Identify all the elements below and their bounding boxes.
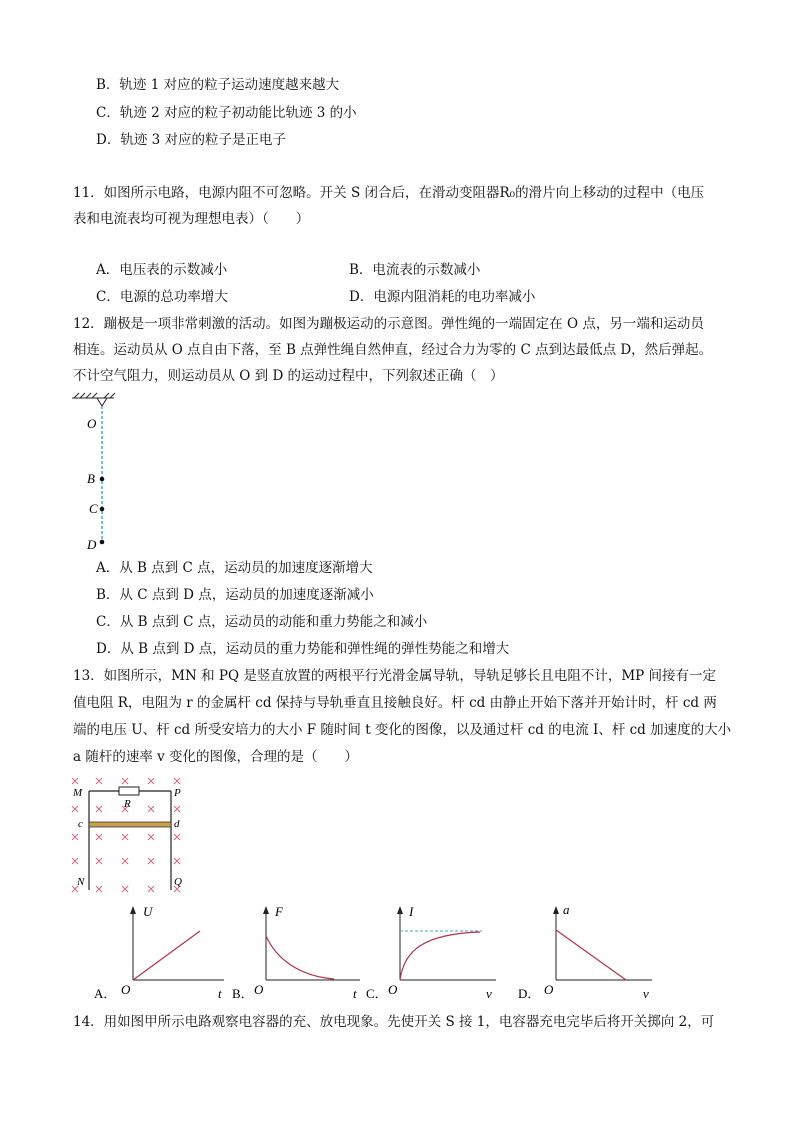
label-d: d [174,818,180,830]
label-r: R [124,798,131,810]
graph-c-xlabel: v [486,986,492,1001]
label-d: D [87,537,97,552]
label-b: B [87,471,95,486]
q11-stem-line1: 11．如图所示电路，电源内阻不可忽略。开关 S 闭合后，在滑动变阻器R₀的滑片向上移动的过程中（电压 [73,185,705,201]
q11-option-d: D．电源内阻消耗的电功率减小 [349,289,536,305]
graph-d-curve [556,930,626,980]
q12-option-b: B．从 C 点到 D 点，运动员的加速度逐渐减小 [96,587,374,603]
bungee-diagram [70,392,130,554]
rail-circuit-diagram [68,774,192,898]
q11-option-a: A．电压表的示数减小 [96,262,228,278]
label-m: M [73,787,83,799]
point-c-dot [100,507,105,512]
graph-d [512,898,662,1004]
graph-b-xlabel: t [353,986,357,1001]
graph-d-ylabel: a [563,902,570,917]
q13-stem-line3: 端的电压 U、杆 cd 所受安培力的大小 F 随时间 t 变化的图像，以及通过杆 cd 的电流 I、杆 cd 加速度的大小 [73,722,732,738]
q13-stem-line1: 13．如图所示，MN 和 PQ 是竖直放置的两根平行光滑金属导轨，导轨足够长且电阻不计，MP 间接有一定 [73,668,717,684]
point-b-dot [100,477,105,482]
q11-option-c: C．电源的总功率增大 [96,289,228,305]
graph-a-curve [133,931,200,980]
graph-c-origin: O [388,982,398,997]
graph-a-origin: O [121,982,131,997]
label-p: P [174,787,181,799]
anchor-triangle [97,398,107,406]
q13-stem-line2: 值电阻 R，电阻为 r 的金属杆 cd 保持与导轨垂直且接触良好。杆 cd 由静止开始下落并开始计时，杆 cd 两 [73,695,717,711]
option-c-letter: C． [366,986,388,1001]
graph-c-curve [400,932,480,980]
graph-b-origin: O [254,982,264,997]
graph-b [228,898,378,1004]
q10-option-b: B．轨迹 1 对应的粒子运动速度越来越大 [96,77,340,93]
point-d-dot [100,540,105,545]
label-n: N [77,876,85,888]
q11-option-b: B．电流表的示数减小 [349,262,481,278]
q14-stem-line1: 14．用如图甲所示电路观察电容器的充、放电现象。先使开关 S 接 1，电容器充电完毕后将开关掷向 2，可 [73,1014,715,1030]
y-axis-arrow [130,906,136,914]
label-c: C [89,501,98,516]
graph-b-curve [266,936,334,979]
q10-option-c: C．轨迹 2 对应的粒子初动能比轨迹 3 的小 [96,105,357,121]
label-q: Q [174,876,182,888]
q12-option-c: C．从 B 点到 C 点，运动员的动能和重力势能之和减小 [96,614,428,630]
graph-c-ylabel: I [409,904,414,919]
resistor-r [119,787,139,795]
graph-a-xlabel: t [218,986,222,1001]
q12-stem-line2: 相连。运动员从 O 点自由下落，至 B 点弹性绳自然伸直，经过合力为零的 C 点到达最低点 D，然后弹起。 [73,342,713,358]
y-axis-arrow [553,906,559,914]
q12-option-a: A．从 B 点到 C 点，运动员的加速度逐渐增大 [96,560,373,576]
graph-a-ylabel: U [143,904,153,919]
graph-c [362,898,512,1004]
graph-d-xlabel: v [643,986,649,1001]
label-c: c [78,818,83,830]
q11-stem-line2: 表和电流表均可视为理想电表）（ ） [73,211,310,227]
q10-option-d: D．轨迹 3 对应的粒子是正电子 [96,132,286,148]
rod-cd [89,822,171,827]
q12-option-d: D．从 B 点到 D 点，运动员的重力势能和弹性绳的弹性势能之和增大 [96,641,510,657]
q12-stem-line1: 12．蹦极是一项非常刺激的活动。如图为蹦极运动的示意图。弹性绳的一端固定在 O 点，另一端和运动员 [73,316,704,332]
graph-b-ylabel: F [275,904,283,919]
y-axis-arrow [263,906,269,914]
option-d-letter: D． [518,986,541,1001]
graph-d-origin: O [544,982,554,997]
label-o: O [87,416,97,431]
graph-a [90,898,240,1004]
ceiling-hatch [72,393,115,398]
option-a-letter: A． [94,986,117,1001]
option-b-letter: B． [232,986,254,1001]
q12-stem-line3: 不计空气阻力，则运动员从 O 到 D 的运动过程中，下列叙述正确（ ） [73,368,504,384]
q13-stem-line4: a 随杆的速率 v 变化的图像，合理的是（ ） [73,749,359,765]
y-axis-arrow [397,906,403,914]
